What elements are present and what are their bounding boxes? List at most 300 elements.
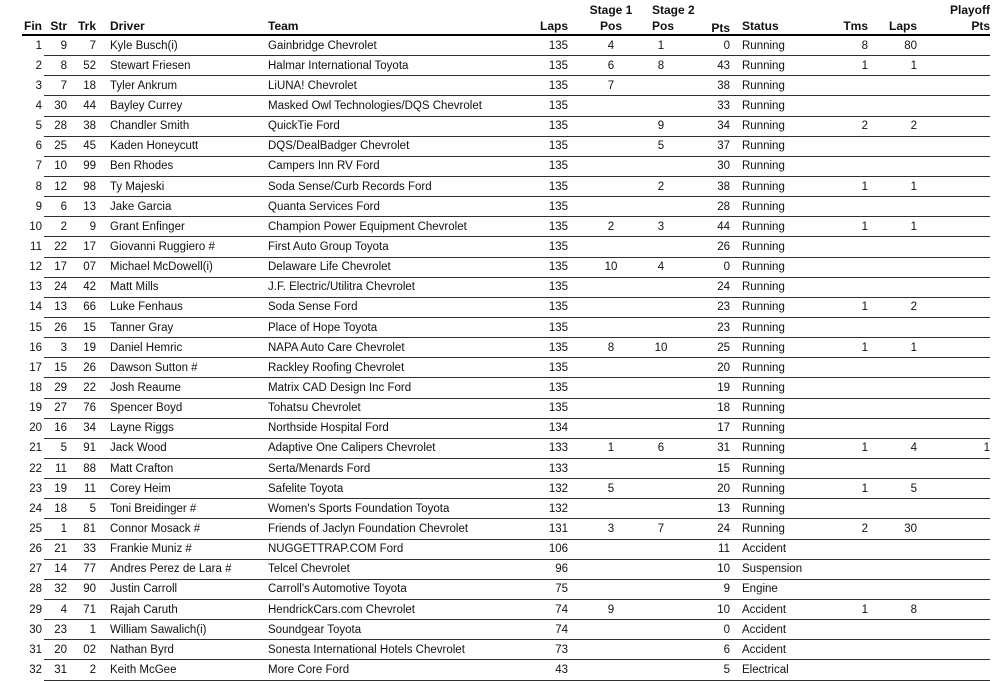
cell-driver-name: Justin Carroll: [99, 579, 266, 599]
cell-team: Champion Power Equipment Chevrolet: [266, 217, 530, 237]
cell-times-led: [838, 418, 871, 438]
cell-stage2-pos: [652, 317, 670, 337]
cell-start: 11: [44, 458, 70, 478]
stage-header-row: [22, 3, 990, 18]
cell-stage2-pos: [652, 197, 670, 217]
table-row: [22, 297, 990, 317]
cell-stage1-pos: [570, 620, 652, 640]
cell-stage2-pos: 4: [652, 257, 670, 277]
cell-playoff-points: [919, 660, 990, 680]
cell-points: 38: [670, 76, 732, 96]
cell-stage2-pos: [652, 640, 670, 660]
cell-truck-number: 13: [70, 197, 99, 217]
cell-truck-number: 42: [70, 277, 99, 297]
cell-driver-name: Ty Majeski: [99, 176, 266, 196]
cell-finish: 12: [29, 261, 42, 274]
cell-points: 23: [670, 297, 732, 317]
cell-finish: 23: [29, 482, 42, 495]
cell-laps-led: [871, 277, 919, 297]
cell-driver-name: Matt Crafton: [99, 458, 266, 478]
cell-times-led: [838, 257, 871, 277]
cell-laps-led: [871, 237, 919, 257]
cell-truck-number: 02: [70, 640, 99, 660]
cell-laps-completed: 131: [530, 519, 570, 539]
cell-points: 33: [670, 96, 732, 116]
cell-start: 14: [44, 559, 70, 579]
cell-finish: 20: [29, 422, 42, 435]
cell-times-led: [838, 237, 871, 257]
cell-truck-number: 2: [70, 660, 99, 680]
cell-laps-led: [871, 96, 919, 116]
cell-team: Campers Inn RV Ford: [266, 156, 530, 176]
cell-finish: 22: [29, 462, 42, 475]
cell-stage1-pos: [570, 96, 652, 116]
cell-times-led: [838, 378, 871, 398]
cell-team: Matrix CAD Design Inc Ford: [266, 378, 530, 398]
cell-team: More Core Ford: [266, 660, 530, 680]
cell-start: 25: [44, 136, 70, 156]
cell-playoff-points: [919, 116, 990, 136]
cell-playoff-points: [919, 559, 990, 579]
cell-finish: 16: [29, 341, 42, 354]
col-header-start: Str: [44, 18, 70, 35]
cell-finish: 4: [35, 99, 42, 112]
cell-truck-number: 19: [70, 338, 99, 358]
cell-driver-name: Andres Perez de Lara #: [99, 559, 266, 579]
cell-points: 23: [670, 317, 732, 337]
table-row: [22, 237, 990, 257]
table-row: [22, 418, 990, 438]
cell-start: 10: [44, 156, 70, 176]
cell-stage1-pos: [570, 237, 652, 257]
cell-laps-led: [871, 76, 919, 96]
cell-stage1-pos: [570, 640, 652, 660]
cell-team: J.F. Electric/Utilitra Chevrolet: [266, 277, 530, 297]
cell-driver-name: Keith McGee: [99, 660, 266, 680]
cell-team: Delaware Life Chevrolet: [266, 257, 530, 277]
cell-driver-name: Dawson Sutton #: [99, 358, 266, 378]
cell-playoff-points: [919, 358, 990, 378]
cell-driver-name: Giovanni Ruggiero #: [99, 237, 266, 257]
cell-driver-name: Spencer Boyd: [99, 398, 266, 418]
cell-stage2-pos: 9: [652, 116, 670, 136]
cell-stage2-pos: 7: [652, 519, 670, 539]
cell-team: QuickTie Ford: [266, 116, 530, 136]
cell-team: First Auto Group Toyota: [266, 237, 530, 257]
table-row: [22, 136, 990, 156]
stage-header-spacer: [670, 3, 919, 18]
cell-status: Running: [732, 458, 838, 478]
cell-stage1-pos: [570, 458, 652, 478]
cell-driver-name: Toni Breidinger #: [99, 499, 266, 519]
col-header-times-led: Tms: [838, 18, 871, 35]
cell-start: 24: [44, 277, 70, 297]
cell-team: Women's Sports Foundation Toyota: [266, 499, 530, 519]
cell-times-led: [838, 539, 871, 559]
table-row: [22, 519, 990, 539]
cell-status: Running: [732, 257, 838, 277]
cell-stage1-pos: 8: [570, 338, 652, 358]
cell-start: 22: [44, 237, 70, 257]
cell-laps-completed: 135: [530, 358, 570, 378]
cell-status: Running: [732, 378, 838, 398]
cell-stage2-pos: [652, 539, 670, 559]
cell-start: 30: [44, 96, 70, 116]
cell-times-led: 1: [838, 297, 871, 317]
cell-status: Running: [732, 438, 838, 458]
cell-laps-led: [871, 398, 919, 418]
cell-stage1-pos: 6: [570, 56, 652, 76]
cell-times-led: [838, 197, 871, 217]
cell-start: 15: [44, 358, 70, 378]
cell-playoff-points: [919, 297, 990, 317]
cell-driver-name: Josh Reaume: [99, 378, 266, 398]
cell-team: LiUNA! Chevrolet: [266, 76, 530, 96]
cell-truck-number: 52: [70, 56, 99, 76]
cell-laps-completed: 134: [530, 418, 570, 438]
cell-truck-number: 1: [70, 620, 99, 640]
cell-start: 8: [44, 56, 70, 76]
cell-truck-number: 9: [70, 217, 99, 237]
cell-truck-number: 99: [70, 156, 99, 176]
cell-team: Gainbridge Chevrolet: [266, 35, 530, 56]
cell-stage2-pos: 5: [652, 136, 670, 156]
cell-laps-led: 8: [871, 599, 919, 619]
table-row: [22, 479, 990, 499]
cell-playoff-points: [919, 96, 990, 116]
cell-stage2-pos: [652, 76, 670, 96]
cell-team: NAPA Auto Care Chevrolet: [266, 338, 530, 358]
cell-stage2-pos: [652, 297, 670, 317]
cell-laps-completed: 135: [530, 398, 570, 418]
table-row: [22, 338, 990, 358]
cell-times-led: 1: [838, 479, 871, 499]
cell-stage2-pos: [652, 398, 670, 418]
cell-laps-led: 80: [871, 35, 919, 56]
table-row: [22, 56, 990, 76]
cell-status: Running: [732, 499, 838, 519]
table-row: [22, 640, 990, 660]
cell-points: 11: [670, 539, 732, 559]
cell-laps-led: 30: [871, 519, 919, 539]
cell-stage2-pos: [652, 378, 670, 398]
cell-finish: 7: [35, 160, 42, 173]
cell-finish: 1: [35, 39, 42, 52]
cell-points: 24: [670, 519, 732, 539]
cell-laps-led: [871, 418, 919, 438]
cell-points: 5: [670, 660, 732, 680]
cell-laps-completed: 135: [530, 116, 570, 136]
cell-driver-name: Tyler Ankrum: [99, 76, 266, 96]
cell-status: Running: [732, 519, 838, 539]
col-header-stage2-pos: Pos: [652, 19, 675, 33]
cell-team: Masked Owl Technologies/DQS Chevrolet: [266, 96, 530, 116]
cell-status: Running: [732, 217, 838, 237]
cell-team: Place of Hope Toyota: [266, 317, 530, 337]
cell-laps-completed: 135: [530, 317, 570, 337]
cell-points: 44: [670, 217, 732, 237]
cell-stage2-pos: [652, 479, 670, 499]
cell-playoff-points: [919, 237, 990, 257]
cell-start: 29: [44, 378, 70, 398]
cell-laps-completed: 135: [530, 136, 570, 156]
cell-driver-name: Kaden Honeycutt: [99, 136, 266, 156]
cell-truck-number: 26: [70, 358, 99, 378]
cell-laps-completed: 132: [530, 479, 570, 499]
cell-stage1-pos: [570, 378, 652, 398]
cell-driver-name: Corey Heim: [99, 479, 266, 499]
cell-truck-number: 38: [70, 116, 99, 136]
cell-start: 23: [44, 620, 70, 640]
cell-laps-completed: 133: [530, 458, 570, 478]
cell-points: 43: [670, 56, 732, 76]
cell-stage1-pos: [570, 297, 652, 317]
cell-playoff-points: [919, 398, 990, 418]
cell-truck-number: 11: [70, 479, 99, 499]
cell-times-led: [838, 660, 871, 680]
cell-playoff-points: [919, 519, 990, 539]
cell-team: DQS/DealBadger Chevrolet: [266, 136, 530, 156]
cell-times-led: [838, 277, 871, 297]
cell-laps-completed: 135: [530, 197, 570, 217]
cell-playoff-points: [919, 35, 990, 56]
cell-laps-completed: 106: [530, 539, 570, 559]
cell-times-led: [838, 499, 871, 519]
cell-playoff-points: [919, 317, 990, 337]
cell-points: 18: [670, 398, 732, 418]
cell-driver-name: Matt Mills: [99, 277, 266, 297]
cell-times-led: 1: [838, 599, 871, 619]
results-table-header: [22, 3, 990, 35]
cell-playoff-points: [919, 640, 990, 660]
col-header-points: [670, 18, 732, 35]
column-header-row: [22, 18, 990, 35]
cell-start: 5: [44, 438, 70, 458]
cell-truck-number: 44: [70, 96, 99, 116]
cell-stage2-pos: 6: [652, 438, 670, 458]
cell-points: 26: [670, 237, 732, 257]
cell-stage2-pos: [652, 96, 670, 116]
cell-laps-completed: 135: [530, 156, 570, 176]
cell-team: Tohatsu Chevrolet: [266, 398, 530, 418]
cell-driver-name: Bayley Currey: [99, 96, 266, 116]
cell-start: 2: [44, 217, 70, 237]
cell-points: 13: [670, 499, 732, 519]
cell-points: 17: [670, 418, 732, 438]
cell-status: Running: [732, 418, 838, 438]
table-row: [22, 599, 990, 619]
cell-laps-led: [871, 579, 919, 599]
cell-points: 0: [670, 35, 732, 56]
cell-finish: 21: [29, 442, 42, 455]
cell-points: 15: [670, 458, 732, 478]
cell-status: Running: [732, 156, 838, 176]
cell-stage2-pos: 3: [652, 217, 670, 237]
cell-finish: 5: [35, 120, 42, 133]
table-row: [22, 217, 990, 237]
table-row: [22, 458, 990, 478]
cell-times-led: 1: [838, 176, 871, 196]
table-row: [22, 197, 990, 217]
results-table: [22, 3, 990, 681]
cell-points: 20: [670, 358, 732, 378]
cell-status: Accident: [732, 599, 838, 619]
cell-finish: 8: [35, 180, 42, 193]
cell-truck-number: 66: [70, 297, 99, 317]
cell-stage2-pos: [652, 458, 670, 478]
cell-driver-name: Rajah Caruth: [99, 599, 266, 619]
cell-driver-name: Connor Mosack #: [99, 519, 266, 539]
cell-start: 19: [44, 479, 70, 499]
cell-times-led: 1: [838, 338, 871, 358]
cell-truck-number: 77: [70, 559, 99, 579]
table-row: [22, 116, 990, 136]
cell-points: 25: [670, 338, 732, 358]
cell-times-led: [838, 76, 871, 96]
cell-start: 28: [44, 116, 70, 136]
cell-laps-led: [871, 539, 919, 559]
cell-laps-completed: 135: [530, 217, 570, 237]
cell-finish: 27: [29, 563, 42, 576]
cell-laps-completed: 135: [530, 277, 570, 297]
table-row: [22, 35, 990, 56]
table-row: [22, 620, 990, 640]
cell-status: Running: [732, 136, 838, 156]
table-row: [22, 76, 990, 96]
cell-driver-name: Nathan Byrd: [99, 640, 266, 660]
cell-start: 4: [44, 599, 70, 619]
cell-status: Running: [732, 317, 838, 337]
cell-laps-led: [871, 358, 919, 378]
cell-team: Soda Sense/Curb Records Ford: [266, 176, 530, 196]
cell-truck-number: 98: [70, 176, 99, 196]
table-row: [22, 156, 990, 176]
cell-stage1-pos: 9: [570, 599, 652, 619]
cell-stage2-pos: 2: [652, 176, 670, 196]
cell-laps-led: 2: [871, 297, 919, 317]
cell-status: Accident: [732, 640, 838, 660]
cell-laps-completed: 133: [530, 438, 570, 458]
cell-finish: 30: [29, 623, 42, 636]
cell-playoff-points: [919, 539, 990, 559]
cell-stage2-pos: 8: [652, 56, 670, 76]
cell-finish: 32: [29, 663, 42, 676]
cell-stage1-pos: 4: [570, 35, 652, 56]
cell-times-led: [838, 317, 871, 337]
cell-driver-name: Grant Enfinger: [99, 217, 266, 237]
cell-laps-led: [871, 559, 919, 579]
cell-start: 16: [44, 418, 70, 438]
cell-playoff-points: [919, 257, 990, 277]
col-header-points-label: Pts: [711, 21, 730, 35]
cell-points: 20: [670, 479, 732, 499]
cell-points: 19: [670, 378, 732, 398]
cell-times-led: 2: [838, 519, 871, 539]
cell-status: Running: [732, 297, 838, 317]
cell-finish: 14: [29, 301, 42, 314]
cell-start: 17: [44, 257, 70, 277]
cell-laps-completed: 135: [530, 257, 570, 277]
cell-stage2-pos: [652, 237, 670, 257]
cell-laps-led: [871, 499, 919, 519]
cell-laps-led: [871, 257, 919, 277]
col-header-team: Team: [266, 18, 530, 35]
race-results-page: [0, 3, 1000, 676]
cell-driver-name: Jake Garcia: [99, 197, 266, 217]
cell-playoff-points: [919, 579, 990, 599]
cell-start: 26: [44, 317, 70, 337]
cell-truck-number: 07: [70, 257, 99, 277]
cell-times-led: 1: [838, 438, 871, 458]
cell-team: Serta/Menards Ford: [266, 458, 530, 478]
cell-laps-completed: 135: [530, 338, 570, 358]
cell-driver-name: Kyle Busch(i): [99, 35, 266, 56]
cell-truck-number: 22: [70, 378, 99, 398]
cell-team: Adaptive One Calipers Chevrolet: [266, 438, 530, 458]
cell-status: Running: [732, 398, 838, 418]
cell-stage2-pos: [652, 660, 670, 680]
cell-status: Running: [732, 479, 838, 499]
cell-start: 3: [44, 338, 70, 358]
cell-truck-number: 45: [70, 136, 99, 156]
cell-stage2-pos: [652, 277, 670, 297]
cell-laps-led: [871, 378, 919, 398]
cell-playoff-points: [919, 479, 990, 499]
cell-start: 32: [44, 579, 70, 599]
cell-team: Carroll's Automotive Toyota: [266, 579, 530, 599]
cell-laps-completed: 135: [530, 237, 570, 257]
col-header-playoff-points: Pts: [919, 18, 990, 35]
cell-status: Running: [732, 277, 838, 297]
cell-points: 24: [670, 277, 732, 297]
table-row: [22, 499, 990, 519]
cell-start: 20: [44, 640, 70, 660]
cell-times-led: [838, 559, 871, 579]
cell-start: 9: [44, 35, 70, 56]
cell-status: Accident: [732, 539, 838, 559]
cell-stage1-pos: 1: [570, 438, 652, 458]
cell-finish: 19: [29, 402, 42, 415]
cell-start: 6: [44, 197, 70, 217]
cell-driver-name: Michael McDowell(i): [99, 257, 266, 277]
cell-status: Running: [732, 56, 838, 76]
cell-start: 18: [44, 499, 70, 519]
cell-status: Electrical: [732, 660, 838, 680]
cell-stage1-pos: 3: [570, 519, 652, 539]
cell-team: HendrickCars.com Chevrolet: [266, 599, 530, 619]
cell-status: Running: [732, 338, 838, 358]
cell-status: Running: [732, 358, 838, 378]
cell-times-led: [838, 398, 871, 418]
cell-laps-led: [871, 317, 919, 337]
cell-playoff-points: 1: [919, 438, 990, 458]
cell-status: Running: [732, 197, 838, 217]
cell-playoff-points: [919, 338, 990, 358]
results-table-body: [22, 35, 990, 680]
cell-start: 7: [44, 76, 70, 96]
cell-stage1-pos: [570, 317, 652, 337]
cell-points: 30: [670, 156, 732, 176]
cell-start: 13: [44, 297, 70, 317]
cell-points: 0: [670, 620, 732, 640]
cell-points: 28: [670, 197, 732, 217]
cell-points: 38: [670, 176, 732, 196]
cell-driver-name: Ben Rhodes: [99, 156, 266, 176]
cell-times-led: [838, 136, 871, 156]
cell-laps-completed: 135: [530, 76, 570, 96]
cell-team: Rackley Roofing Chevrolet: [266, 358, 530, 378]
cell-stage1-pos: [570, 277, 652, 297]
